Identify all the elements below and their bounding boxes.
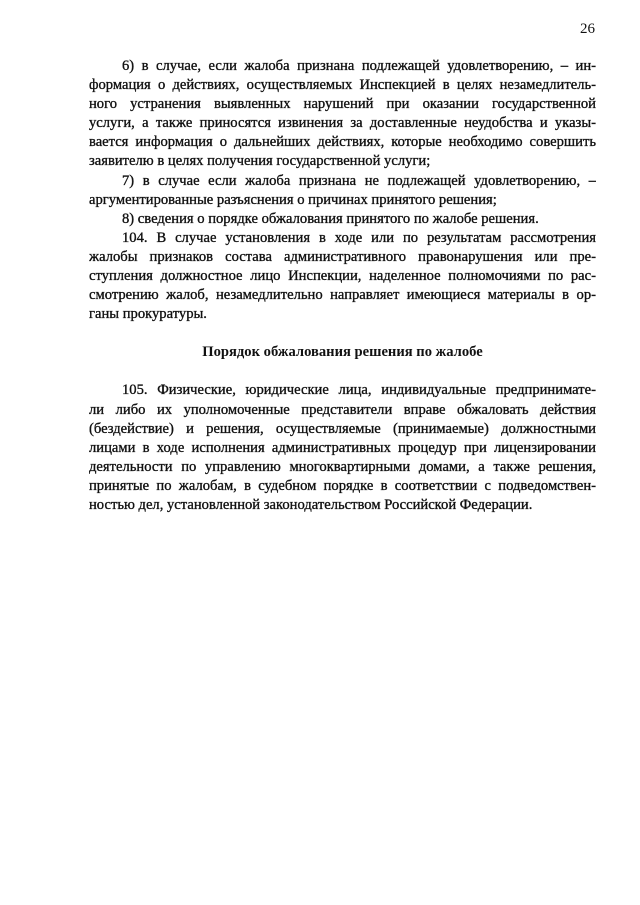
text-line: лицами в ходе исполнения административных процедур при лицензировании	[89, 439, 596, 456]
section-heading: Порядок обжалования решения по жалобе	[202, 344, 483, 361]
text-line: ностью дел, установленной законодательством Российской Федерации.	[89, 496, 533, 513]
text-line: смотрению жалоб, незамедлительно направляет имеющиеся материалы в ор-	[89, 287, 596, 304]
text-line: ли либо их уполномоченные представители вправе обжаловать действия	[89, 401, 596, 418]
text-line: деятельности по управлению многоквартирными домами, а также решения,	[89, 458, 596, 475]
text-line: принятые по жалобам, в судебном порядке в соответствии с подведомствен-	[89, 477, 596, 494]
paragraph-105	[89, 381, 596, 515]
text-line: (бездействие) и решения, осуществляемые (принимаемые) должностными	[89, 420, 596, 437]
text-line: ступления должностное лицо Инспекции, наделенное полномочиями по рас-	[89, 268, 596, 285]
text-line: 6) в случае, если жалоба признана подлежащей удовлетворению, – ин-	[122, 58, 596, 74]
paragraph-7	[89, 172, 596, 210]
paragraph-104	[89, 229, 596, 324]
document-body	[89, 57, 596, 515]
text-line: жалобы признаков состава административного правонарушения или пре-	[89, 248, 596, 265]
paragraph-6	[89, 57, 596, 172]
text-line: услуги, а также приносятся извинения за доставленные неудобства и указы-	[89, 115, 596, 132]
text-line: 7) в случае если жалоба признана не подлежащей удовлетворению, –	[122, 172, 596, 189]
text-line: 8) сведения о порядке обжалования принятого по жалобе решения.	[122, 210, 539, 227]
text-line: заявителю в целях получения государственной услуги;	[89, 153, 431, 170]
text-line: вается информация о дальнейших действиях, которые необходимо совершить	[89, 134, 596, 151]
page-number: 26	[580, 21, 595, 37]
text-line: ного устранения выявленных нарушений при оказании государственной	[89, 96, 596, 113]
text-line: формация о действиях, осуществляемых Инспекцией в целях незамедлитель-	[89, 77, 596, 94]
text-line: 104. В случае установления в ходе или по результатам рассмотрения	[122, 229, 596, 246]
text-line: 105. Физические, юридические лица, индивидуальные предпринимате-	[122, 382, 596, 399]
text-line: ганы прокуратуры.	[89, 306, 207, 323]
text-line: аргументированные разъяснения о причинах принятого решения;	[89, 191, 497, 208]
paragraph-8	[89, 210, 596, 229]
